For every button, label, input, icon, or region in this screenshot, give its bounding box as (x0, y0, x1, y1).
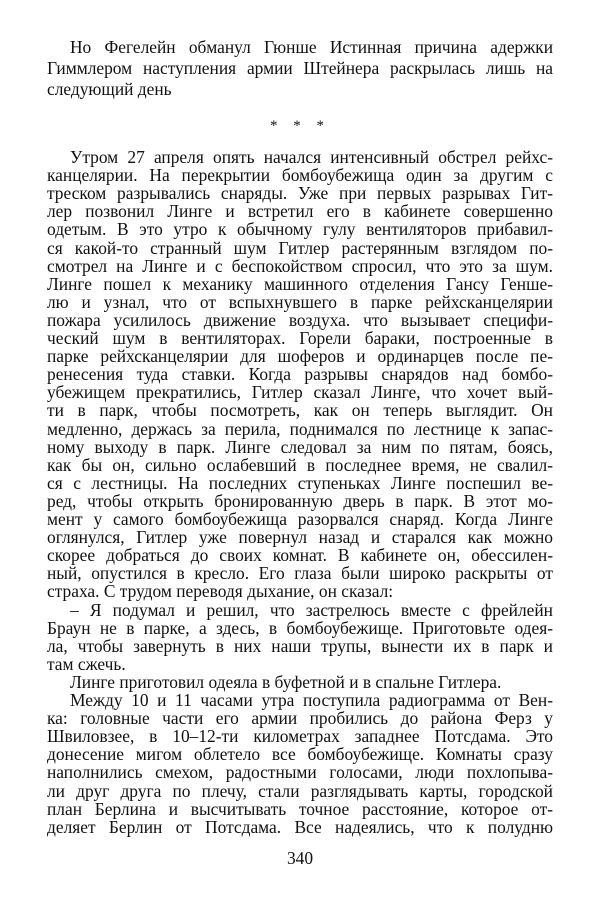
text-line: план Берлина и высчитывать точное расстояние, которое от- (47, 798, 553, 819)
text-line: ка: головные части его армии пробились до района Ферз у (47, 708, 553, 729)
text-line: оглянулся, Гитлер уже повернул назад и старался как можно (47, 527, 553, 548)
text-line: ренесения туда ставки. Когда разрывы снарядов над бомбо- (47, 364, 553, 385)
text-line: лю и узнал, что от вспыхнувшего в парке рейхсканцелярии (47, 291, 553, 312)
text-line: деляет Берлин от Потсдама. Все надеялись, что к полудню (47, 816, 553, 837)
text-line: треском разрывались снаряды. Уже при первых разрывах Гит- (47, 183, 553, 204)
text-line: Линге приготовил одеяла в буфетной и в спальне Гитлера. (70, 671, 502, 692)
text-line: ред, чтобы открыть бронированную дверь в парк. В этот мо- (47, 490, 553, 511)
text-line: страха. С трудом переводя дыхание, он сказал: (47, 581, 394, 602)
text-line: канцелярии. На перекрытии бомбоубежища один за другим с (47, 165, 553, 186)
text-line: убежищем прекратились, Гитлер сказал Линге, что хочет вый- (47, 382, 553, 403)
text-line: Между 10 и 11 часами утра поступила радиограмма от Вен- (70, 690, 553, 710)
text-line: ли друг друга по плечу, стали разглядывать карты, городской (47, 780, 553, 801)
text-line: пожара усилилось движение воздуха. что вызывает специфи- (47, 309, 553, 330)
text-line: Линге пошел к механику машинного отделения Гансу Геншe- (47, 273, 553, 294)
text-line: следующий день (47, 79, 172, 99)
text-line: там сжечь. (47, 653, 126, 674)
text-line: одетым. В это утро к обычному гулу вентиляторов прибавил- (47, 219, 553, 240)
text-line: ти в парк, чтобы посмотреть, как он теперь выглядит. Он (47, 400, 553, 421)
text-line: Гиммлером наступления армии Штейнера раскрылась лишь на (47, 58, 553, 78)
text-line: ный, опустился в кресло. Его глаза были широко раскрыты от (47, 563, 553, 584)
text-line: ся с лестницы. На последних ступеньках Линге поспешил ве- (47, 472, 553, 493)
text-line: как бы он, сильно ослабевший в последнее время, не свалил- (47, 454, 553, 475)
text-line: ческий шум в вентиляторах. Горели бараки, построенные в (47, 328, 553, 348)
text-line: – Я подумал и решил, что застрелюсь вместе с фрейлейн (70, 599, 553, 620)
text-line: наполнились смехом, радостными голосами, люди похлопыва- (47, 762, 553, 783)
text-line: Утром 27 апреля опять начался интенсивный обстрел рейхс- (70, 147, 553, 167)
text-line: медленно, держась за перила, поднимался по лестнице к запас- (47, 418, 553, 439)
text-line: смотрел на Линге и с беспокойством спросил, что это за шум. (47, 255, 553, 276)
text-line: Швиловзее, в 10–12-ти километрах западнее Потсдама. Это (47, 726, 553, 747)
text-line: ла, чтобы завернуть в них наши трупы, вынести их в парк и (47, 635, 553, 656)
page-number: 340 (286, 848, 314, 868)
text-line: ся какой-то странный шум Гитлер растерянным взглядом по- (47, 237, 553, 258)
text-line: мент у самого бомбоубежища разорвался снаряд. Когда Линге (47, 509, 553, 529)
text-line: лер позвонил Линге и встретил его в кабинете совершенно (47, 201, 553, 222)
text-line: Браун не в парке, а здесь, в бомбоубежище. Приготовьте одея- (47, 617, 553, 638)
text-line: парке рейхсканцелярии для шоферов и ординарцев после пе- (47, 346, 553, 367)
section-separator: * * * (270, 118, 330, 134)
text-line: донесение мигом облетело все бомбоубежище. Комнаты сразу (47, 744, 553, 765)
text-line: скорее добраться до своих комнат. В кабинете он, обессилен- (47, 545, 553, 566)
text-line: Но Фегелейн обманул Гюнше Истинная причина адержки (70, 37, 553, 57)
text-line: ному выходу в парк. Линге следовал за ним по пятам, боясь, (47, 436, 553, 457)
